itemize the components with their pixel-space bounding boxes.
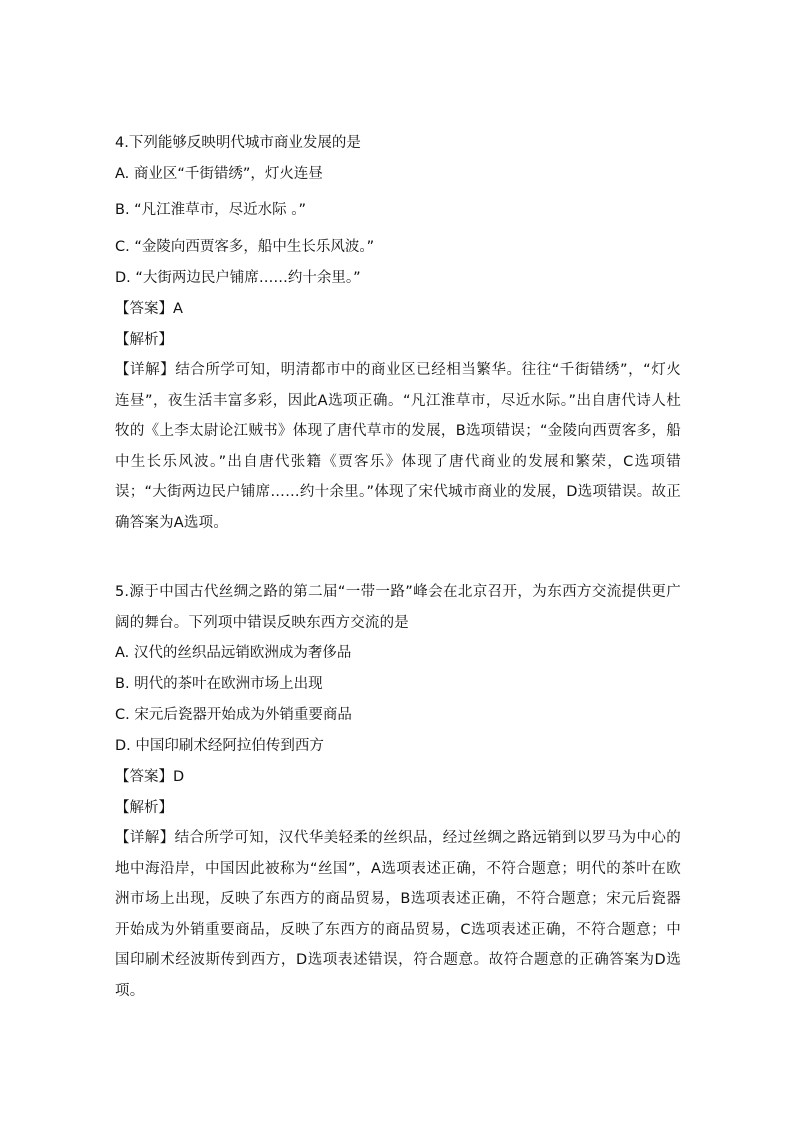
question-4-detail: 【详解】结合所学可知，明清都市中的商业区已经相当繁华。往往“千街错绣”，“灯火连昼”，夜生活丰富多彩，因此A选项正确。“凡江淮草市，尽近水际。”出自唐代诗人杜牧的《上李太尉论江贼书》体现了唐代草市的发展，B选项错误；“金陵向西贾客多，船中生长乐风波。”出自唐代张籍《贾客乐》体现了唐代商业的发展和繁荣，C选项错误；“大街两边民户铺席……约十余里。”体现了宋代城市商业的发展，D选项错误。故正确答案为A选项。 (115, 362, 681, 531)
question-5-analysis-label: 【解析】 (115, 800, 173, 816)
question-5-option-c: C. 宋元后瓷器开始成为外销重要商品 (115, 707, 352, 723)
question-4-option-a: A. 商业区“千街错绣”，灯火连昼 (115, 166, 323, 182)
question-4-analysis-label: 【解析】 (115, 332, 173, 348)
question-5-answer: 【答案】D (115, 769, 185, 785)
question-4-option-c: C. “金陵向西贾客多，船中生长乐风波。” (115, 239, 375, 255)
question-4-answer: 【答案】A (115, 301, 183, 317)
question-4-option-b: B. “凡江淮草市，尽近水际 。” (115, 202, 307, 218)
question-5-option-d: D. 中国印刷术经阿拉伯传到西方 (115, 738, 324, 754)
question-5-option-a: A. 汉代的丝织品远销欧洲成为奢侈品 (115, 645, 352, 661)
question-5-stem: 5.源于中国古代丝绸之路的第二届“一带一路”峰会在北京召开，为东西方交流提供更广阔的舞台。下列项中错误反映东西方交流的是 (115, 584, 681, 631)
question-5-option-b: B. 明代的茶叶在欧洲市场上出现 (115, 676, 323, 692)
question-4-option-d: D. “大街两边民户铺席……约十余里。” (115, 270, 361, 286)
question-4-stem: 4.下列能够反映明代城市商业发展的是 (115, 135, 361, 151)
question-5-detail: 【详解】结合所学可知，汉代华美轻柔的丝织品，经过丝绸之路远销到以罗马为中心的地中海沿岸，中国因此被称为“丝国”，A选项表述正确，不符合题意；明代的茶叶在欧洲市场上出现，反映了东西方的商品贸易，B选项表述正确，不符合题意；宋元后瓷器开始成为外销重要商品，反映了东西方的商品贸易，C选项表述正确，不符合题意；中国印刷术经波斯传到西方，D选项表述错误，符合题意。故符合题意的正确答案为D选项。 (115, 830, 681, 999)
